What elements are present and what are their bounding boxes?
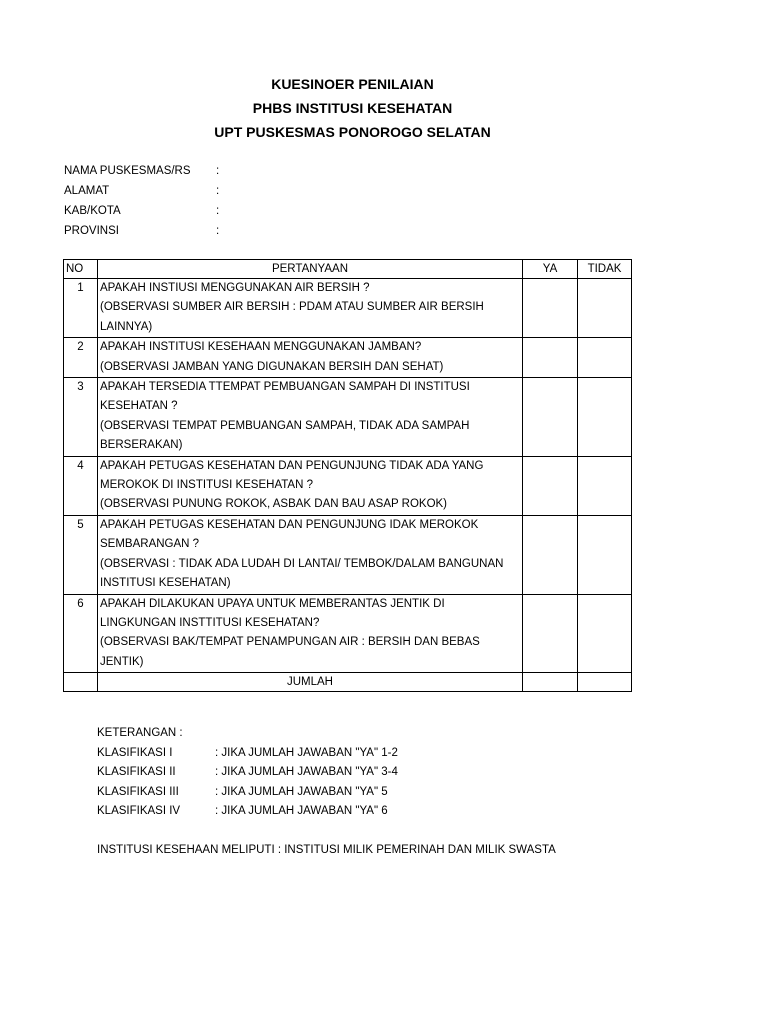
info-row-province (64, 221, 226, 241)
total-empty-cell (64, 673, 98, 692)
info-colon: : (216, 165, 220, 177)
question-line: (OBSERVASI SUMBER AIR BERSIH : PDAM ATAU SUMBER AIR BERSIH (100, 301, 484, 314)
question-line: (OBSERVASI TEMPAT PEMBUANGAN SAMPAH, TIDAK ADA SAMPAH (100, 419, 470, 432)
info-label: KAB/KOTA (64, 205, 121, 217)
row-number: 4 (64, 456, 98, 515)
answer-no-cell[interactable] (578, 515, 632, 594)
answer-no-cell[interactable] (578, 279, 632, 338)
total-yes-cell[interactable] (523, 673, 578, 692)
question-line: (OBSERVASI JAMBAN YANG DIGUNAKAN BERSIH DAN SEHAT) (100, 360, 444, 373)
classification-value: : JIKA JUMLAH JAWABAN "YA" 3-4 (215, 766, 398, 778)
answer-no-cell[interactable] (578, 338, 632, 378)
answer-no-cell[interactable] (578, 594, 632, 673)
classification-row (97, 763, 398, 783)
institution-note: INSTITUSI KESEHAAN MELIPUTI : INSTITUSI MILIK PEMERINAH DAN MILIK SWASTA (97, 844, 556, 856)
row-number: 5 (64, 515, 98, 594)
title-line-2: PHBS INSTITUSI KESEHATAN (252, 100, 453, 116)
info-colon: : (216, 205, 220, 217)
classification-row (97, 744, 398, 764)
classification-label: KLASIFIKASI I (97, 746, 173, 759)
question-line: BERSERAKAN) (100, 439, 183, 452)
total-no-cell[interactable] (578, 673, 632, 692)
question-line: APAKAH TERSEDIA TTEMPAT PEMBUANGAN SAMPAH DI INSTITUSI (100, 381, 470, 394)
answer-yes-cell[interactable] (523, 378, 578, 457)
question-line: APAKAH INSTITUSI KESEHAAN MENGGUNAKAN JAMBAN? (100, 341, 422, 354)
classification-label: KLASIFIKASI II (97, 766, 176, 778)
answer-yes-cell[interactable] (523, 456, 578, 515)
answer-yes-cell[interactable] (523, 515, 578, 594)
question-line: APAKAH PETUGAS KESEHATAN DAN PENGUNJUNG IDAK MEROKOK (100, 518, 479, 531)
title-line-1: KUESINOER PENILAIAN (271, 76, 434, 92)
question-line: JENTIK) (100, 655, 144, 668)
question-line: (OBSERVASI PUNUNG ROKOK, ASBAK DAN BAU ASAP ROKOK) (100, 498, 448, 511)
table-header-row (64, 260, 632, 279)
question-line: LINGKUNGAN INSTTITUSI KESEHATAN? (100, 616, 320, 629)
question-cell (98, 338, 523, 378)
document-title (0, 72, 705, 144)
header-no: NO (64, 260, 98, 279)
info-label: ALAMAT (64, 185, 110, 197)
classification-value: : JIKA JUMLAH JAWABAN "YA" 6 (215, 805, 388, 817)
question-line: (OBSERVASI : TIDAK ADA LUDAH DI LANTAI/ TEMBOK/DALAM BANGUNAN (100, 557, 504, 570)
header-yes: YA (523, 260, 578, 279)
answer-no-cell[interactable] (578, 456, 632, 515)
answer-yes-cell[interactable] (523, 338, 578, 378)
info-fields (64, 161, 226, 241)
table-row (64, 279, 632, 338)
classification-row (97, 802, 398, 822)
question-cell (98, 378, 523, 457)
info-row-name (64, 161, 226, 181)
info-label: NAMA PUSKESMAS/RS (64, 165, 191, 177)
question-line: LAINNYA) (100, 320, 153, 333)
classification-row (97, 783, 398, 803)
question-cell (98, 456, 523, 515)
question-cell (98, 279, 523, 338)
info-colon: : (216, 225, 220, 237)
table-row (64, 378, 632, 457)
classification-label: KLASIFIKASI III (97, 785, 179, 798)
question-cell (98, 594, 523, 673)
question-line: SEMBARANGAN ? (100, 538, 200, 551)
header-question: PERTANYAAN (98, 260, 523, 279)
info-row-address (64, 181, 226, 201)
classification-label: KLASIFIKASI IV (97, 805, 181, 817)
info-row-city (64, 201, 226, 221)
table-row (64, 338, 632, 378)
total-row (64, 673, 632, 692)
answer-no-cell[interactable] (578, 378, 632, 457)
row-number: 1 (64, 279, 98, 338)
question-cell (98, 515, 523, 594)
table-row (64, 594, 632, 673)
question-line: APAKAH DILAKUKAN UPAYA UNTUK MEMBERANTAS JENTIK DI (100, 597, 445, 610)
row-number: 2 (64, 338, 98, 378)
question-line: APAKAH INSTIUSI MENGGUNAKAN AIR BERSIH ? (100, 282, 370, 294)
answer-yes-cell[interactable] (523, 279, 578, 338)
question-line: MEROKOK DI INSTITUSI KESEHATAN ? (100, 479, 313, 492)
title-line-3: UPT PUSKESMAS PONOROGO SELATAN (214, 124, 491, 140)
classification-value: : JIKA JUMLAH JAWABAN "YA" 1-2 (215, 746, 398, 759)
notes-heading: KETERANGAN : (97, 727, 183, 739)
table-row (64, 515, 632, 594)
info-colon: : (216, 185, 220, 197)
questionnaire-table (63, 259, 632, 692)
question-line: INSTITUSI KESEHATAN) (100, 577, 231, 590)
row-number: 6 (64, 594, 98, 673)
total-label: JUMLAH (98, 673, 523, 692)
header-no-answer: TIDAK (578, 260, 632, 279)
question-line: (OBSERVASI BAK/TEMPAT PENAMPUNGAN AIR : BERSIH DAN BEBAS (100, 636, 480, 649)
table-row (64, 456, 632, 515)
notes-section (97, 724, 398, 822)
answer-yes-cell[interactable] (523, 594, 578, 673)
classification-value: : JIKA JUMLAH JAWABAN "YA" 5 (215, 785, 388, 798)
question-line: APAKAH PETUGAS KESEHATAN DAN PENGUNJUNG TIDAK ADA YANG (100, 459, 484, 472)
info-label: PROVINSI (64, 225, 119, 237)
question-line: KESEHATAN ? (100, 400, 178, 413)
row-number: 3 (64, 378, 98, 457)
